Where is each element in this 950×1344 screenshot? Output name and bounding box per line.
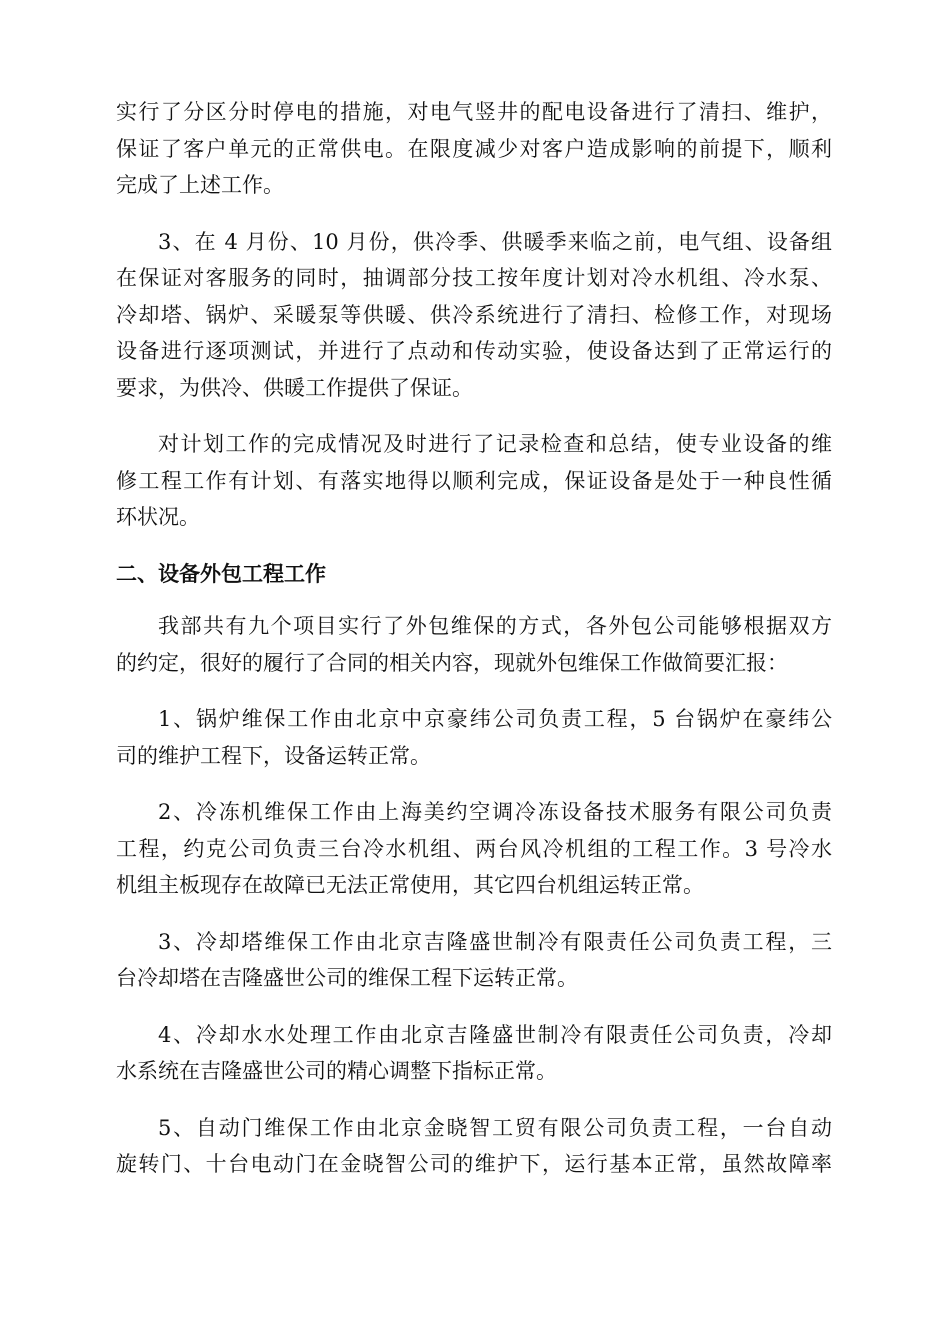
text-line: 我部共有九个项目实行了外包维保的方式，各外包公司能够根据双方 xyxy=(158,614,832,638)
text-line: 4、冷却水水处理工作由北京吉隆盛世制冷有限责任公司负责，冷却 xyxy=(158,1022,832,1047)
text-line: 司的维护工程下，设备运转正常。 xyxy=(116,743,431,768)
paragraph-item-2-chiller xyxy=(116,794,832,904)
paragraph-power-outage xyxy=(116,94,832,204)
text-line: 在保证对客服务的同时，抽调部分技工按年度计划对冷水机组、冷水泵、 xyxy=(116,266,832,290)
text-line: 冷却塔、锅炉、采暖泵等供暖、供冷系统进行了清扫、检修工作，对现场 xyxy=(116,302,832,327)
text-line: 旋转门、十台电动门在金晓智公司的维护下，运行基本正常，虽然故障率 xyxy=(116,1152,832,1176)
paragraph-item-1-boiler xyxy=(116,701,832,774)
text-line: 实行了分区分时停电的措施，对电气竖井的配电设备进行了清扫、维护， xyxy=(116,100,832,124)
text-line: 修工程工作有计划、有落实地得以顺利完成，保证设备是处于一种良性循 xyxy=(116,468,832,493)
text-line: 设备进行逐项测试，并进行了点动和传动实验，使设备达到了正常运行的 xyxy=(116,339,832,363)
text-line: 工程，约克公司负责三台冷水机组、两台风冷机组的工程工作。3 号冷水 xyxy=(116,836,832,861)
section-heading: 二、设备外包工程工作 xyxy=(116,561,326,586)
paragraph-item-4-water-treatment xyxy=(116,1017,832,1090)
text-line: 的约定，很好的履行了合同的相关内容，现就外包维保工作做简要汇报： xyxy=(116,650,788,675)
text-line: 台冷却塔在吉隆盛世公司的维保工程下运转正常。 xyxy=(116,966,578,990)
paragraph-outsourcing-intro xyxy=(116,608,832,681)
text-line: 完成了上述工作。 xyxy=(116,173,284,197)
paragraph-item-5-automatic-doors xyxy=(116,1110,832,1183)
text-line: 1、锅炉维保工作由北京中京豪纬公司负责工程，5 台锅炉在豪纬公 xyxy=(158,707,832,731)
paragraph-item-3-cooling-tower xyxy=(116,924,832,997)
text-line: 环状况。 xyxy=(116,505,200,529)
document-page xyxy=(116,94,832,1203)
text-line: 对计划工作的完成情况及时进行了记录检查和总结，使专业设备的维 xyxy=(158,432,832,456)
text-line: 水系统在吉隆盛世公司的精心调整下指标正常。 xyxy=(116,1059,557,1083)
text-line: 保证了客户单元的正常供电。在限度减少对客户造成影响的前提下，顺利 xyxy=(116,136,832,161)
text-line: 要求，为供冷、供暖工作提供了保证。 xyxy=(116,375,473,400)
paragraph-item-3-seasonal-maintenance xyxy=(116,224,832,407)
text-line: 3、冷却塔维保工作由北京吉隆盛世制冷有限责任公司负责工程，三 xyxy=(158,929,832,954)
text-line: 机组主板现存在故障已无法正常使用，其它四台机组运转正常。 xyxy=(116,873,704,897)
paragraph-plan-summary xyxy=(116,426,832,536)
text-line: 2、冷冻机维保工作由上海美约空调冷冻设备技术服务有限公司负责 xyxy=(158,800,832,824)
text-line: 3、在 4 月份、10 月份，供冷季、供暖季来临之前，电气组、设备组 xyxy=(158,229,832,254)
text-line: 5、自动门维保工作由北京金晓智工贸有限公司负责工程，一台自动 xyxy=(158,1115,832,1140)
